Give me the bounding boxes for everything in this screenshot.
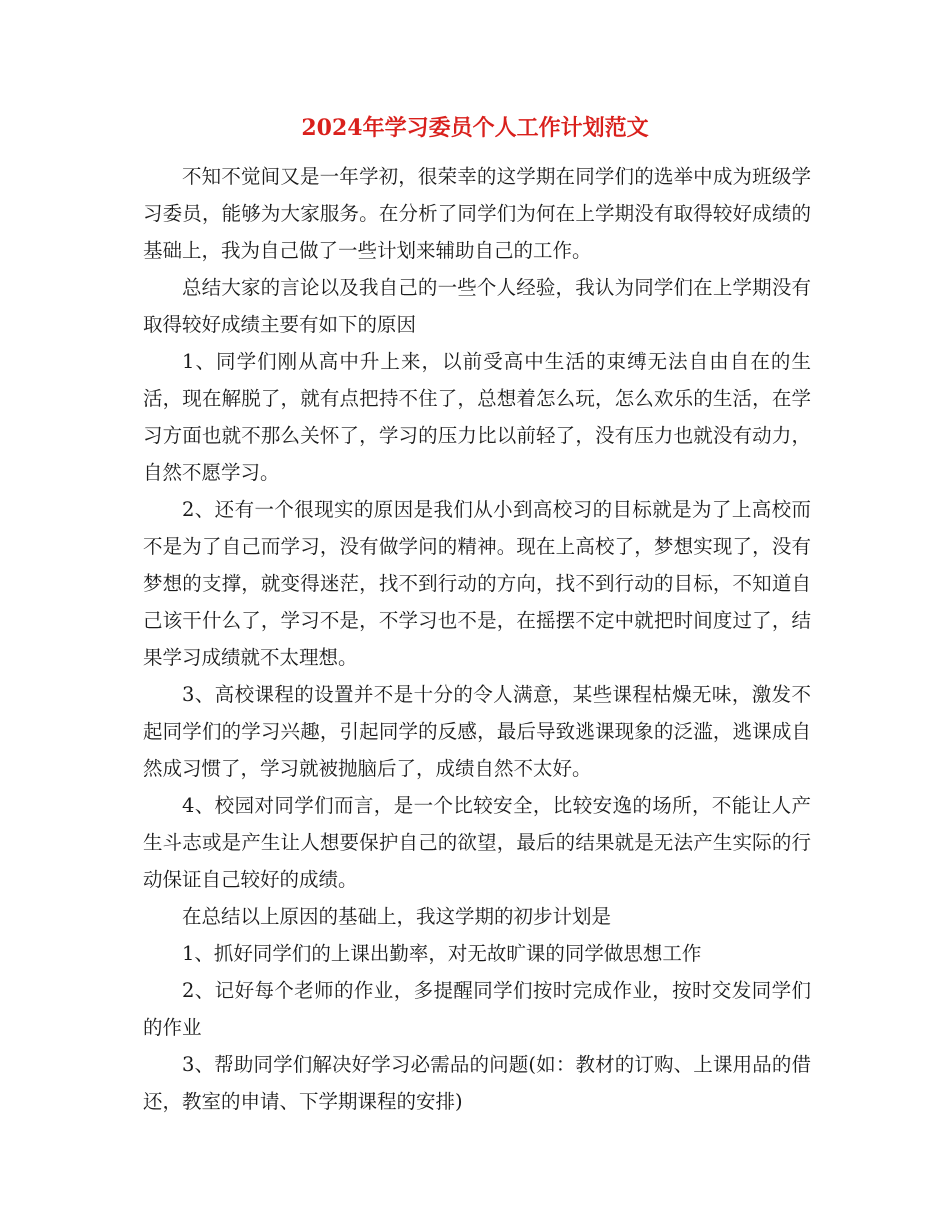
paragraph-summary: 总结大家的言论以及我自己的一些个人经验，我认为同学们在上学期没有取得较好成绩主要有如下的原因 <box>143 276 811 336</box>
paragraph-plan-2: 2、记好每个老师的作业，多提醒同学们按时完成作业，按时交发同学们的作业 <box>143 979 811 1039</box>
paragraph-reason-2: 2、还有一个很现实的原因是我们从小到高校习的目标就是为了上高校而不是为了自己而学习，没有做学问的精神。现在上高校了，梦想实现了，没有梦想的支撑，就变得迷茫，找不到行动的方向，找不到行动的目标，不知道自己该干什么了，学习不是，不学习也不是，在摇摆不定中就把时间度过了，结果学习成绩就不太理想。 <box>143 498 811 669</box>
paragraph-plan-1: 1、抓好同学们的上课出勤率，对无故旷课的同学做思想工作 <box>182 942 702 965</box>
paragraph-reason-1: 1、同学们刚从高中升上来，以前受高中生活的束缚无法自由自在的生活，现在解脱了，就有点把持不住了，总想着怎么玩，怎么欢乐的生活，在学习方面也就不那么关怀了，学习的压力比以前轻了，没有压力也就没有动力，自然不愿学习。 <box>143 350 811 484</box>
document-title: 2024年学习委员个人工作计划范文 <box>301 115 649 141</box>
paragraph-reason-4: 4、校园对同学们而言，是一个比较安全，比较安逸的场所，不能让人产生斗志或是产生让人想要保护自己的欲望，最后的结果就是无法产生实际的行动保证自己较好的成绩。 <box>143 794 811 891</box>
paragraph-intro: 不知不觉间又是一年学初，很荣幸的这学期在同学们的选举中成为班级学习委员，能够为大家服务。在分析了同学们为何在上学期没有取得较好成绩的基础上，我为自己做了一些计划来辅助自己的工作。 <box>143 165 811 262</box>
paragraph-plan-3: 3、帮助同学们解决好学习必需品的问题(如：教材的订购、上课用品的借还，教室的申请、下学期课程的安排) <box>143 1053 811 1113</box>
paragraph-plan-intro: 在总结以上原因的基础上，我这学期的初步计划是 <box>182 905 612 928</box>
document-body <box>143 158 811 1120</box>
paragraph-reason-3: 3、高校课程的设置并不是十分的令人满意，某些课程枯燥无味，激发不起同学们的学习兴趣，引起同学的反感，最后导致逃课现象的泛滥，逃课成自然成习惯了，学习就被抛脑后了，成绩自然不太好。 <box>143 683 811 780</box>
